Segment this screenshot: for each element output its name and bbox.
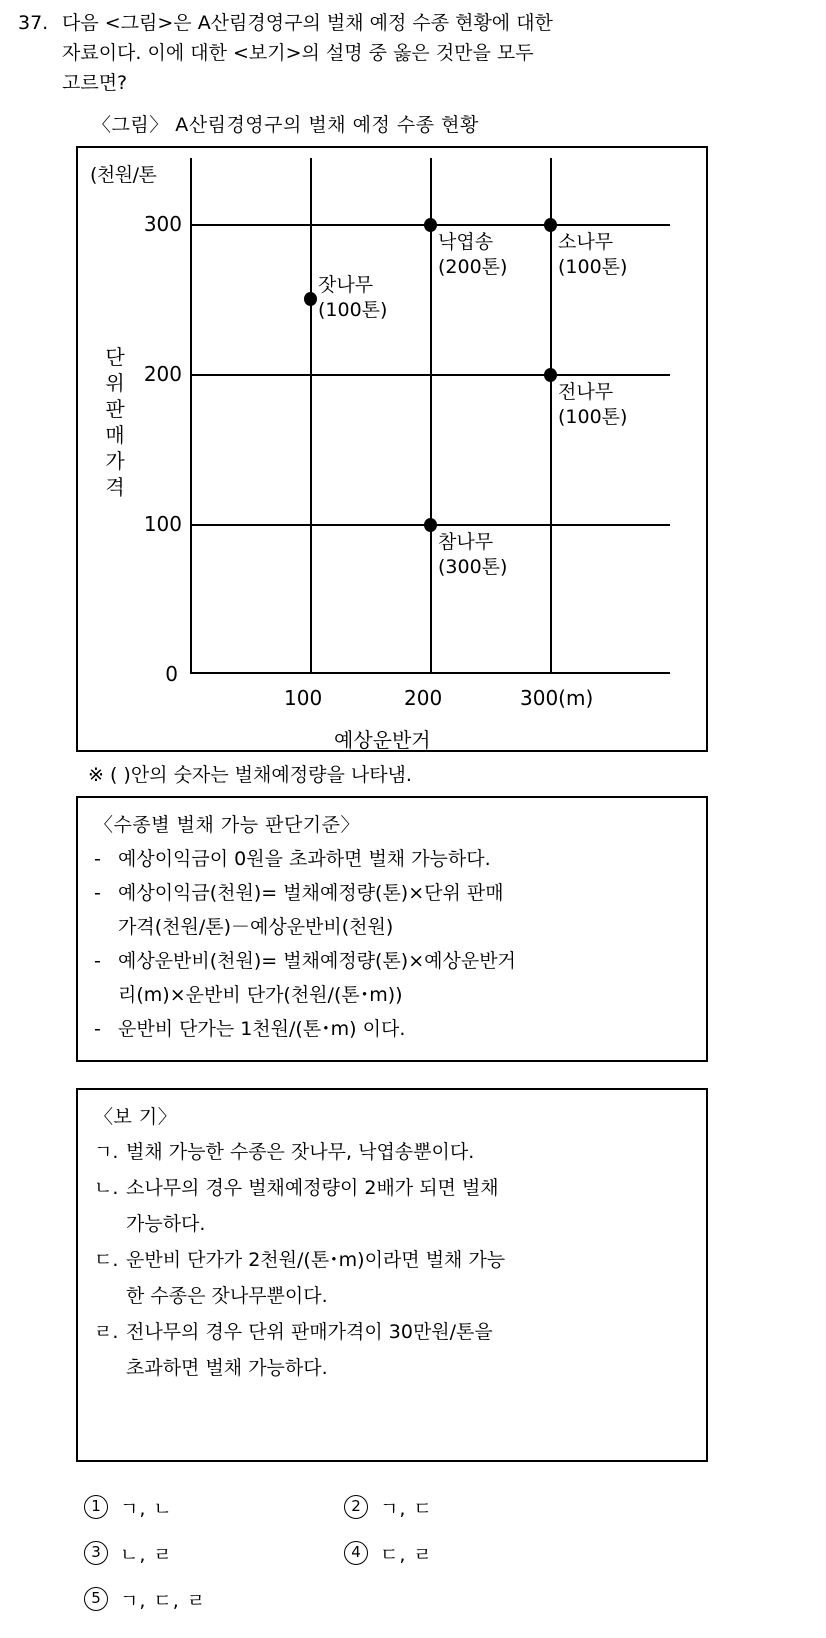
bogi-item [94,1134,690,1170]
x-tick-label-300: 300(m) [520,686,594,710]
answer-number-2: 2 [344,1495,368,1519]
point-name: 낙엽송 [438,231,494,253]
data-point-chamnamu [424,518,437,532]
bogi-item [94,1170,690,1242]
criteria-item-line: 리(m)×운반비 단가(천원/(톤･m)) [118,984,403,1006]
point-name: 전나무 [558,381,614,403]
bogi-item [94,1242,690,1314]
criteria-panel [76,796,708,1062]
data-point-label-sonamu [558,230,627,280]
data-point-jeonnamu [544,368,557,382]
answer-row [18,1484,808,1530]
data-point-label-jatnamu [318,273,387,323]
criteria-item-text [118,944,690,1012]
x-tick-label-200: 200 [404,686,443,710]
point-amount: (200톤) [438,256,508,278]
bogi-item-text [126,1134,690,1170]
answer-label-4: ㄷ, ㄹ [380,1543,433,1566]
y-axis-unit-label: (천원/톤 [90,164,157,186]
bogi-item [94,1314,690,1386]
criteria-item-line: 운반비 단가는 1천원/(톤･m) 이다. [118,1018,406,1040]
answer-option-2[interactable] [344,1494,604,1521]
answer-label-3: ㄴ, ㄹ [120,1543,173,1566]
criteria-item [94,1012,690,1046]
data-point-jatnamu [304,292,317,306]
bogi-item-mark: ㄷ. [94,1249,119,1271]
criteria-title: 〈수종별 벌채 가능 판단기준〉 [94,814,361,836]
bullet-dash-icon: - [94,848,101,870]
point-amount: (100톤) [318,299,388,321]
data-point-nakyeopsong [424,218,437,232]
data-point-sonamu [544,218,557,232]
gridline-x-200 [430,158,432,674]
bullet-dash-icon: - [94,1018,101,1040]
bogi-item-line: 벌채 가능한 수종은 잣나무, 낙엽송뿐이다. [126,1141,475,1163]
criteria-item-text [118,842,690,876]
question-number: 37. [18,12,49,34]
bullet-dash-icon: - [94,950,101,972]
bogi-item-line: 운반비 단가가 2천원/(톤･m)이라면 벌채 가능 [126,1249,506,1271]
point-name: 소나무 [558,231,614,253]
x-axis-title: 예상운반거 [334,728,431,752]
criteria-item-line: 예상이익금이 0원을 초과하면 벌채 가능하다. [118,848,491,870]
criteria-item-line: 가격(천원/톤)－예상운반비(천원) [118,916,394,938]
point-amount: (300톤) [438,556,508,578]
bogi-item-text [126,1314,690,1386]
criteria-item-text [118,876,690,944]
bogi-title: 〈보 기〉 [94,1106,178,1128]
answer-number-1: 1 [84,1495,108,1519]
data-point-label-nakyeopsong [438,230,507,280]
answer-row [18,1530,808,1576]
question-text [62,8,808,98]
bogi-item-line: 가능하다. [126,1213,206,1235]
criteria-item [94,944,690,1012]
answer-row [18,1576,808,1622]
answer-label-2: ㄱ, ㄷ [380,1497,433,1520]
question-stem [18,8,808,98]
bogi-item-line: 전나무의 경우 단위 판매가격이 30만원/톤을 [126,1321,493,1343]
criteria-item-line: 예상운반비(천원)= 벌채예정량(톤)×예상운반거 [118,950,516,972]
answer-option-3[interactable] [84,1540,344,1567]
bogi-panel [76,1088,708,1462]
bogi-item-text [126,1170,690,1242]
criteria-item-text [118,1012,690,1046]
criteria-item-line: 예상이익금(천원)= 벌채예정량(톤)×단위 판매 [118,882,504,904]
bogi-item-mark: ㄱ. [94,1141,119,1163]
answer-option-4[interactable] [344,1540,604,1567]
question-line: 다음 <그림>은 A산림경영구의 벌채 예정 수종 현황에 대한 [62,12,553,34]
point-amount: (100톤) [558,256,628,278]
bogi-item-line: 소나무의 경우 벌채예정량이 2배가 되면 벌채 [126,1177,499,1199]
data-point-label-jeonnamu [558,380,627,430]
answer-label-5: ㄱ, ㄷ, ㄹ [120,1589,207,1612]
figure-note: ※ ( )안의 숫자는 벌채예정량을 나타냄. [88,764,412,786]
bogi-item-line: 한 수종은 잣나무뿐이다. [126,1285,328,1307]
question-stem-first-row [18,8,808,98]
y-tick-label-0: 0 [165,662,178,686]
gridline-x-300 [550,158,552,674]
gridline-x-100 [310,158,312,674]
data-point-label-chamnamu [438,530,507,580]
answer-number-4: 4 [344,1541,368,1565]
y-tick-label-200: 200 [143,362,182,386]
x-tick-label-100: 100 [284,686,323,710]
answer-option-1[interactable] [84,1494,344,1521]
y-axis-line [190,158,192,674]
answer-label-1: ㄱ, ㄴ [120,1497,173,1520]
point-amount: (100톤) [558,406,628,428]
bogi-item-mark: ㄴ. [94,1177,119,1199]
answer-options [18,1484,808,1622]
y-axis-title: 단위 판매가격 [105,345,125,499]
answer-option-5[interactable] [84,1586,344,1613]
bogi-item-line: 초과하면 벌채 가능하다. [126,1357,328,1379]
bullet-dash-icon: - [94,882,101,904]
point-name: 참나무 [438,531,494,553]
answer-number-3: 3 [84,1541,108,1565]
y-tick-label-300: 300 [143,212,182,236]
figure-title: 〈그림〉 A산림경영구의 벌채 예정 수종 현황 [92,114,479,136]
criteria-item [94,842,690,876]
point-name: 잣나무 [318,274,374,296]
chart-figure [76,146,708,752]
y-tick-label-100: 100 [143,512,182,536]
answer-number-5: 5 [84,1587,108,1611]
question-line: 자료이다. 이에 대한 <보기>의 설명 중 옳은 것만을 모두 [62,42,534,64]
bogi-item-mark: ㄹ. [94,1321,119,1343]
question-line: 고르면? [62,72,128,94]
bogi-item-text [126,1242,690,1314]
criteria-item [94,876,690,944]
